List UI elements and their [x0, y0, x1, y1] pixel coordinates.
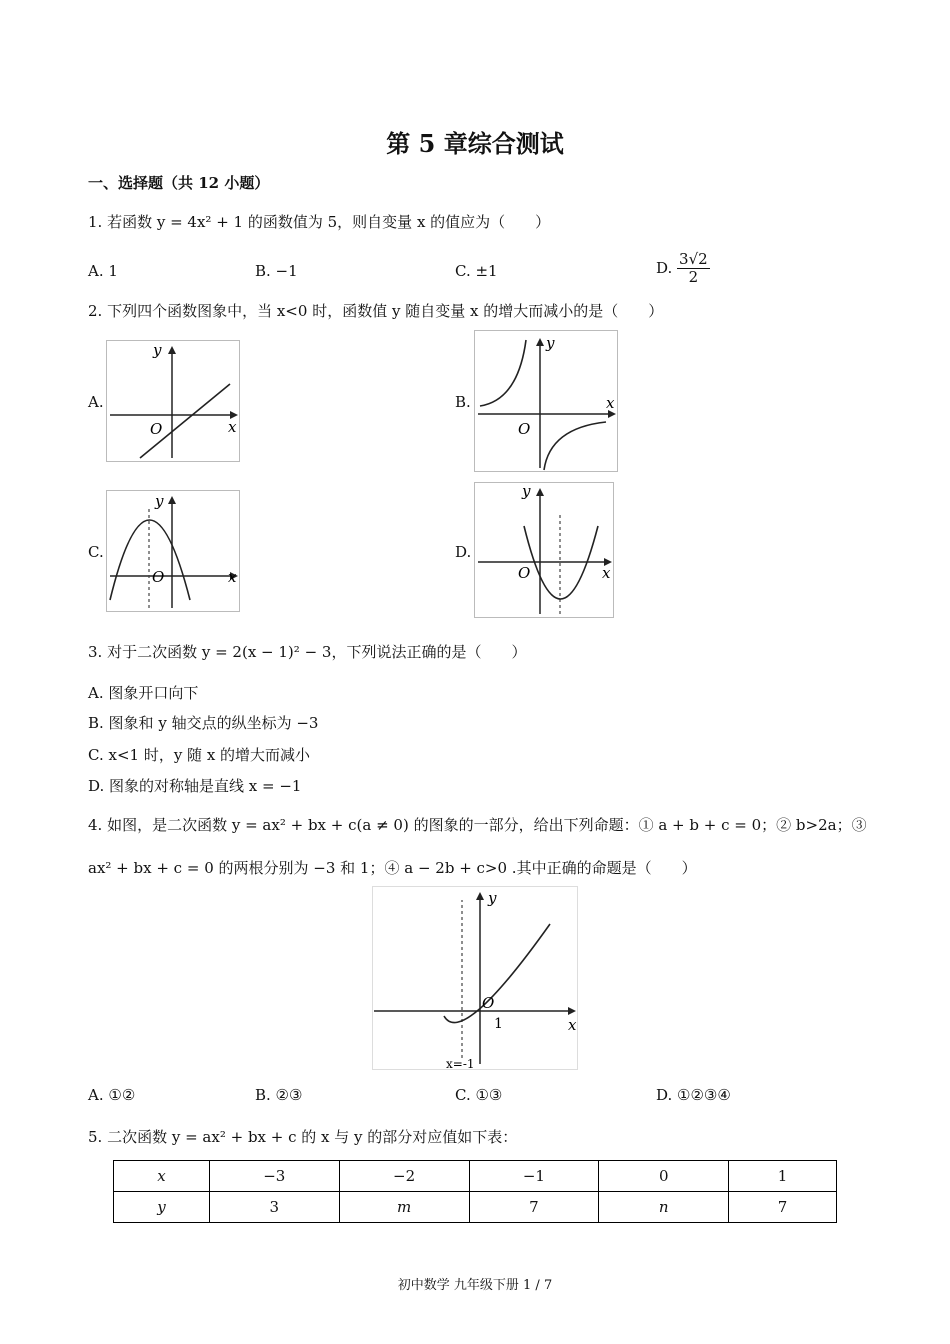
origin-label: O: [152, 568, 165, 586]
page-title: 第 5 章综合测试: [386, 129, 564, 158]
axis-x-label: x: [568, 1016, 577, 1034]
table-cell: n: [599, 1192, 729, 1223]
question-4-stem-line-1: 4. 如图，是二次函数 y = ax² + bx + c(a ≠ 0) 的图象的一部分，给出下列命题：① a + b + c = 0；② b>2a；③: [88, 816, 867, 834]
axis-x-label: x: [602, 564, 611, 582]
question-1-option-b[interactable]: B. −1: [255, 262, 298, 280]
question-3-option-c[interactable]: C. x<1 时，y 随 x 的增大而减小: [88, 746, 311, 764]
question-1-option-a[interactable]: A. 1: [88, 262, 118, 280]
question-1-stem: 1. 若函数 y = 4x² + 1 的函数值为 5，则自变量 x 的值应为（ ）: [88, 213, 551, 231]
question-2-option-b[interactable]: B.: [455, 393, 471, 411]
fraction-denominator: 2: [688, 267, 699, 286]
arrow-icon: [536, 488, 544, 496]
question-4-option-b[interactable]: B. ②③: [255, 1086, 303, 1104]
table-cell: y: [114, 1192, 210, 1223]
option-d-label: D.: [656, 259, 673, 277]
question-2-stem: 2. 下列四个函数图象中，当 x<0 时，函数值 y 随自变量 x 的增大而减小的是（ ）: [88, 302, 664, 320]
question-2-option-a[interactable]: A.: [88, 393, 104, 411]
table-cell: 0: [599, 1161, 729, 1192]
question-1-option-d[interactable]: [656, 251, 710, 285]
parabola: [110, 520, 190, 600]
axis-x-label: x: [606, 394, 615, 412]
question-3-stem: 3. 对于二次函数 y = 2(x − 1)² − 3，下列说法正确的是（ ）: [88, 643, 527, 661]
axis-x-label: x: [228, 568, 237, 586]
page-footer: 初中数学 九年级下册 1 / 7: [397, 1278, 553, 1293]
arrow-icon: [536, 338, 544, 346]
arrow-icon: [168, 496, 176, 504]
question-3-option-d[interactable]: D. 图象的对称轴是直线 x = −1: [88, 777, 302, 795]
origin-label: O: [518, 420, 531, 438]
fraction-numerator: 3√2: [679, 250, 708, 268]
parabola: [444, 924, 550, 1023]
question-4-option-d[interactable]: D. ①②③④: [656, 1086, 731, 1104]
axis-y-label: y: [522, 482, 531, 500]
table-row-x: [114, 1161, 837, 1192]
tick-label-1: 1: [494, 1016, 503, 1032]
axis-y-label: y: [546, 334, 555, 352]
question-4-stem-line-2: ax² + bx + c = 0 的两根分别为 −3 和 1；④ a − 2b + c>0 .其中正确的命题是（ ）: [88, 859, 697, 877]
table-cell: m: [339, 1192, 469, 1223]
axis-x-label: x: [228, 418, 237, 436]
axis-y-label: y: [153, 341, 162, 359]
question-1-option-c[interactable]: C. ±1: [455, 262, 498, 280]
table-row-y: [114, 1192, 837, 1223]
graph-d: [474, 482, 614, 618]
question-2-option-c[interactable]: C.: [88, 543, 104, 561]
question-4-option-a[interactable]: A. ①②: [88, 1086, 136, 1104]
table-cell: 3: [209, 1192, 339, 1223]
origin-label: O: [482, 994, 495, 1012]
axis-y-label: y: [155, 492, 164, 510]
graph-a: [106, 340, 240, 462]
fraction: [677, 251, 710, 285]
hyperbola-left: [480, 340, 526, 406]
table-cell: −3: [209, 1161, 339, 1192]
arrow-icon: [568, 1007, 576, 1015]
hyperbola-right: [544, 422, 606, 470]
question-5-stem: 5. 二次函数 y = ax² + bx + c 的 x 与 y 的部分对应值如下表：: [88, 1128, 518, 1146]
symmetry-axis-label: x=-1: [446, 1057, 475, 1070]
table-cell: x: [114, 1161, 210, 1192]
question-3-option-a[interactable]: A. 图象开口向下: [88, 684, 199, 702]
axis-y-label: y: [488, 889, 497, 907]
origin-label: O: [518, 564, 531, 582]
table-cell: −2: [339, 1161, 469, 1192]
graph-q4: [372, 886, 578, 1070]
table-cell: −1: [469, 1161, 599, 1192]
question-4-option-c[interactable]: C. ①③: [455, 1086, 503, 1104]
question-3-option-b[interactable]: B. 图象和 y 轴交点的纵坐标为 −3: [88, 714, 319, 732]
graph-b: [474, 330, 618, 472]
graph-c: [106, 490, 240, 612]
table-cell: 7: [729, 1192, 837, 1223]
table-cell: 1: [729, 1161, 837, 1192]
section-heading: 一、选择题（共 12 小题）: [88, 174, 270, 192]
origin-label: O: [150, 420, 163, 438]
arrow-icon: [476, 892, 484, 900]
arrow-icon: [168, 346, 176, 354]
value-table: [113, 1160, 837, 1223]
question-2-option-d[interactable]: D.: [455, 543, 472, 561]
table-cell: 7: [469, 1192, 599, 1223]
